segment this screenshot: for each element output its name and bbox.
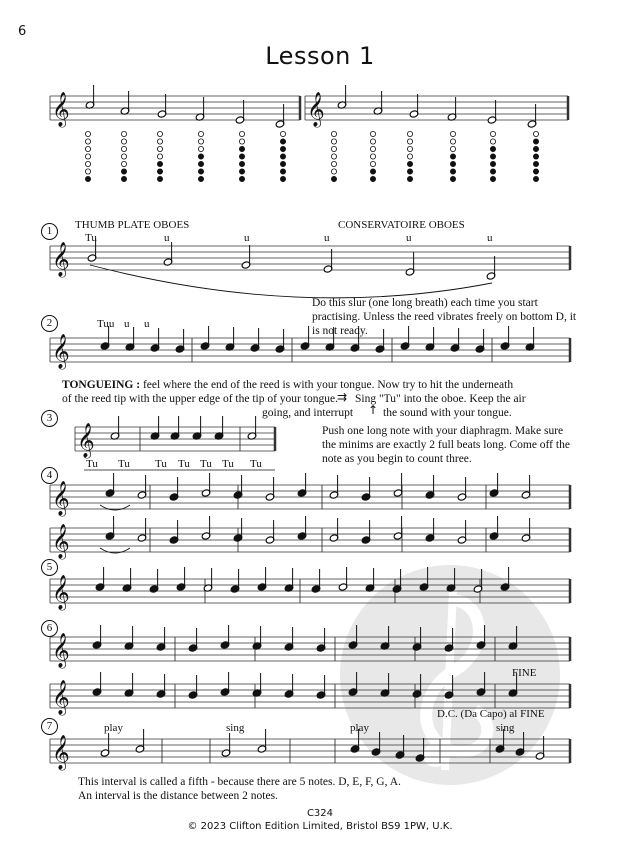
fingering-hole — [121, 154, 126, 159]
tongueing-line3b: the sound with your tongue. — [383, 407, 512, 419]
slur-instructions: Do this slur (one long breath) each time you start practising. Unless the reed vibrates freely on bottom D, it is not ready. — [312, 297, 577, 337]
fingering-hole — [85, 131, 90, 136]
treble-clef-icon: 𝄞 — [52, 575, 70, 610]
fingering-hole — [85, 154, 90, 159]
fingering-hole — [280, 146, 285, 151]
syllable: u — [406, 232, 412, 244]
syllable: u — [164, 232, 170, 244]
fingering-hole — [450, 154, 455, 159]
fingering-hole — [407, 154, 412, 159]
syllable: u — [244, 232, 250, 244]
fingering-hole — [370, 169, 375, 174]
fingering-hole — [490, 139, 495, 144]
copyright: © 2023 Clifton Edition Limited, Bristol BS9 1PW, U.K. — [187, 821, 453, 832]
fingering-hole — [490, 154, 495, 159]
fingering-hole — [331, 154, 336, 159]
thumb-plate-heading: THUMB PLATE OBOES — [75, 219, 190, 231]
word-sing: sing — [226, 722, 245, 734]
fine-marking: FINE — [512, 667, 537, 679]
fingering-hole — [533, 131, 538, 136]
syllable: u — [144, 318, 150, 330]
fingering-hole — [370, 154, 375, 159]
fingering-hole — [370, 131, 375, 136]
treble-clef-icon: 𝄞 — [307, 92, 325, 127]
interval-note-2: An interval is the distance between 2 notes. — [78, 790, 278, 802]
exercise-number-6: 6 — [41, 620, 58, 637]
fingering-hole — [331, 169, 336, 174]
fingering-hole — [239, 176, 244, 181]
fingering-hole — [407, 131, 412, 136]
fingering-hole — [239, 131, 244, 136]
word-sing: sing — [496, 722, 515, 734]
syllable: Tu — [86, 458, 98, 470]
exercise-number-1: 1 — [41, 223, 58, 240]
fingering-hole — [157, 176, 162, 181]
fingering-hole — [239, 139, 244, 144]
treble-clef-icon: 𝄞 — [52, 633, 70, 668]
syllable: Tu — [222, 458, 234, 470]
exercise-number-3: 3 — [41, 410, 58, 427]
fingering-hole — [157, 169, 162, 174]
fingering-hole — [157, 161, 162, 166]
exercise-number-4: 4 — [41, 467, 58, 484]
tongueing-line1: feel where the end of the reed is with your tongue. Now try to hit the underneath — [142, 379, 514, 391]
fingering-hole — [121, 146, 126, 151]
conservatoire-heading: CONSERVATOIRE OBOES — [338, 219, 465, 231]
treble-clef-icon: 𝄞 — [52, 242, 70, 277]
fingering-hole — [198, 176, 203, 181]
syllable: Tu — [250, 458, 262, 470]
treble-clef-icon: 𝄞 — [52, 481, 70, 516]
exercise-number-5: 5 — [41, 559, 58, 576]
fingering-hole — [121, 176, 126, 181]
word-play: play — [104, 722, 123, 734]
fingering-hole — [490, 161, 495, 166]
fingering-hole — [450, 139, 455, 144]
fingering-hole — [121, 161, 126, 166]
fingering-hole — [407, 146, 412, 151]
fingering-hole — [198, 131, 203, 136]
fingering-hole — [533, 146, 538, 151]
fingering-hole — [490, 169, 495, 174]
fingering-hole — [239, 161, 244, 166]
word-play: play — [350, 722, 369, 734]
exercise-number-2: 2 — [41, 315, 58, 332]
fingering-hole — [533, 161, 538, 166]
tongueing-line3a: going, and interrupt — [262, 407, 354, 419]
treble-clef-icon: 𝄞 — [52, 735, 70, 770]
fingering-hole — [239, 146, 244, 151]
fingering-hole — [85, 169, 90, 174]
fingering-hole — [239, 169, 244, 174]
page-title: Lesson 1 — [265, 42, 375, 70]
arrow-up-icon: ↑ — [368, 403, 379, 417]
tongueing-heading: TONGUEING : — [62, 379, 141, 391]
treble-clef-icon: 𝄞 — [52, 680, 70, 715]
tongueing-line2a: of the reed tip with the upper edge of the tip of your tongue. — [62, 393, 338, 405]
fingering-hole — [331, 176, 336, 181]
fingering-hole — [280, 176, 285, 181]
fingering-hole — [121, 131, 126, 136]
treble-clef-icon: 𝄞 — [77, 423, 95, 458]
interval-note-1: This interval is called a fifth - because there are 5 notes. D, E, F, G, A. — [78, 776, 401, 788]
syllable: u — [124, 318, 130, 330]
fingering-hole — [490, 176, 495, 181]
fingering-hole — [370, 161, 375, 166]
fingering-hole — [450, 161, 455, 166]
fingering-hole — [280, 161, 285, 166]
fingering-hole — [407, 139, 412, 144]
fingering-hole — [121, 169, 126, 174]
syllable: Tuu — [97, 318, 115, 330]
syllable: Tu — [85, 232, 97, 244]
fingering-hole — [407, 169, 412, 174]
fingering-hole — [280, 154, 285, 159]
syllable: u — [324, 232, 330, 244]
fingering-hole — [370, 146, 375, 151]
page-number: 6 — [18, 24, 27, 39]
fingering-hole — [331, 131, 336, 136]
fingering-hole — [85, 176, 90, 181]
fingering-hole — [85, 161, 90, 166]
fingering-hole — [407, 161, 412, 166]
fingering-hole — [331, 139, 336, 144]
fingering-hole — [450, 146, 455, 151]
fingering-hole — [280, 139, 285, 144]
fingering-hole — [533, 139, 538, 144]
fingering-hole — [198, 139, 203, 144]
fingering-hole — [157, 154, 162, 159]
fingering-hole — [85, 146, 90, 151]
fingering-hole — [280, 131, 285, 136]
treble-clef-icon: 𝄞 — [52, 524, 70, 559]
fingering-hole — [157, 131, 162, 136]
syllable: Tu — [118, 458, 130, 470]
fingering-hole — [490, 131, 495, 136]
fingering-hole — [198, 161, 203, 166]
fingering-hole — [533, 154, 538, 159]
arrow-right-icon: ⇉ — [337, 390, 348, 404]
syllable: Tu — [178, 458, 190, 470]
fingering-hole — [490, 146, 495, 151]
treble-clef-icon: 𝄞 — [52, 334, 70, 369]
fingering-hole — [533, 176, 538, 181]
edition-code: C324 — [306, 808, 334, 819]
dc-al-fine: D.C. (Da Capo) al FINE — [437, 708, 545, 720]
treble-clef-icon: 𝄞 — [52, 92, 70, 127]
fingering-hole — [450, 169, 455, 174]
fingering-hole — [198, 169, 203, 174]
fingering-hole — [370, 139, 375, 144]
tongueing-line2b: Sing "Tu" into the oboe. Keep the air — [355, 393, 526, 405]
fingering-hole — [157, 139, 162, 144]
fingering-hole — [85, 139, 90, 144]
fingering-hole — [450, 131, 455, 136]
fingering-hole — [533, 169, 538, 174]
syllable: u — [487, 232, 493, 244]
fingering-hole — [407, 176, 412, 181]
fingering-hole — [331, 161, 336, 166]
fingering-hole — [370, 176, 375, 181]
fingering-hole — [198, 154, 203, 159]
syllable: Tu — [155, 458, 167, 470]
fingering-hole — [121, 139, 126, 144]
fingering-hole — [280, 169, 285, 174]
fingering-hole — [157, 146, 162, 151]
exercise-number-7: 7 — [41, 718, 58, 735]
syllable: Tu — [200, 458, 212, 470]
fingering-hole — [239, 154, 244, 159]
fingering-hole — [198, 146, 203, 151]
fingering-hole — [450, 176, 455, 181]
fingering-hole — [331, 146, 336, 151]
diaphragm-instructions: Push one long note with your diaphragm. Make sure the minims are exactly 2 full beats long. Come off the note as you begin to count three. — [322, 425, 570, 465]
